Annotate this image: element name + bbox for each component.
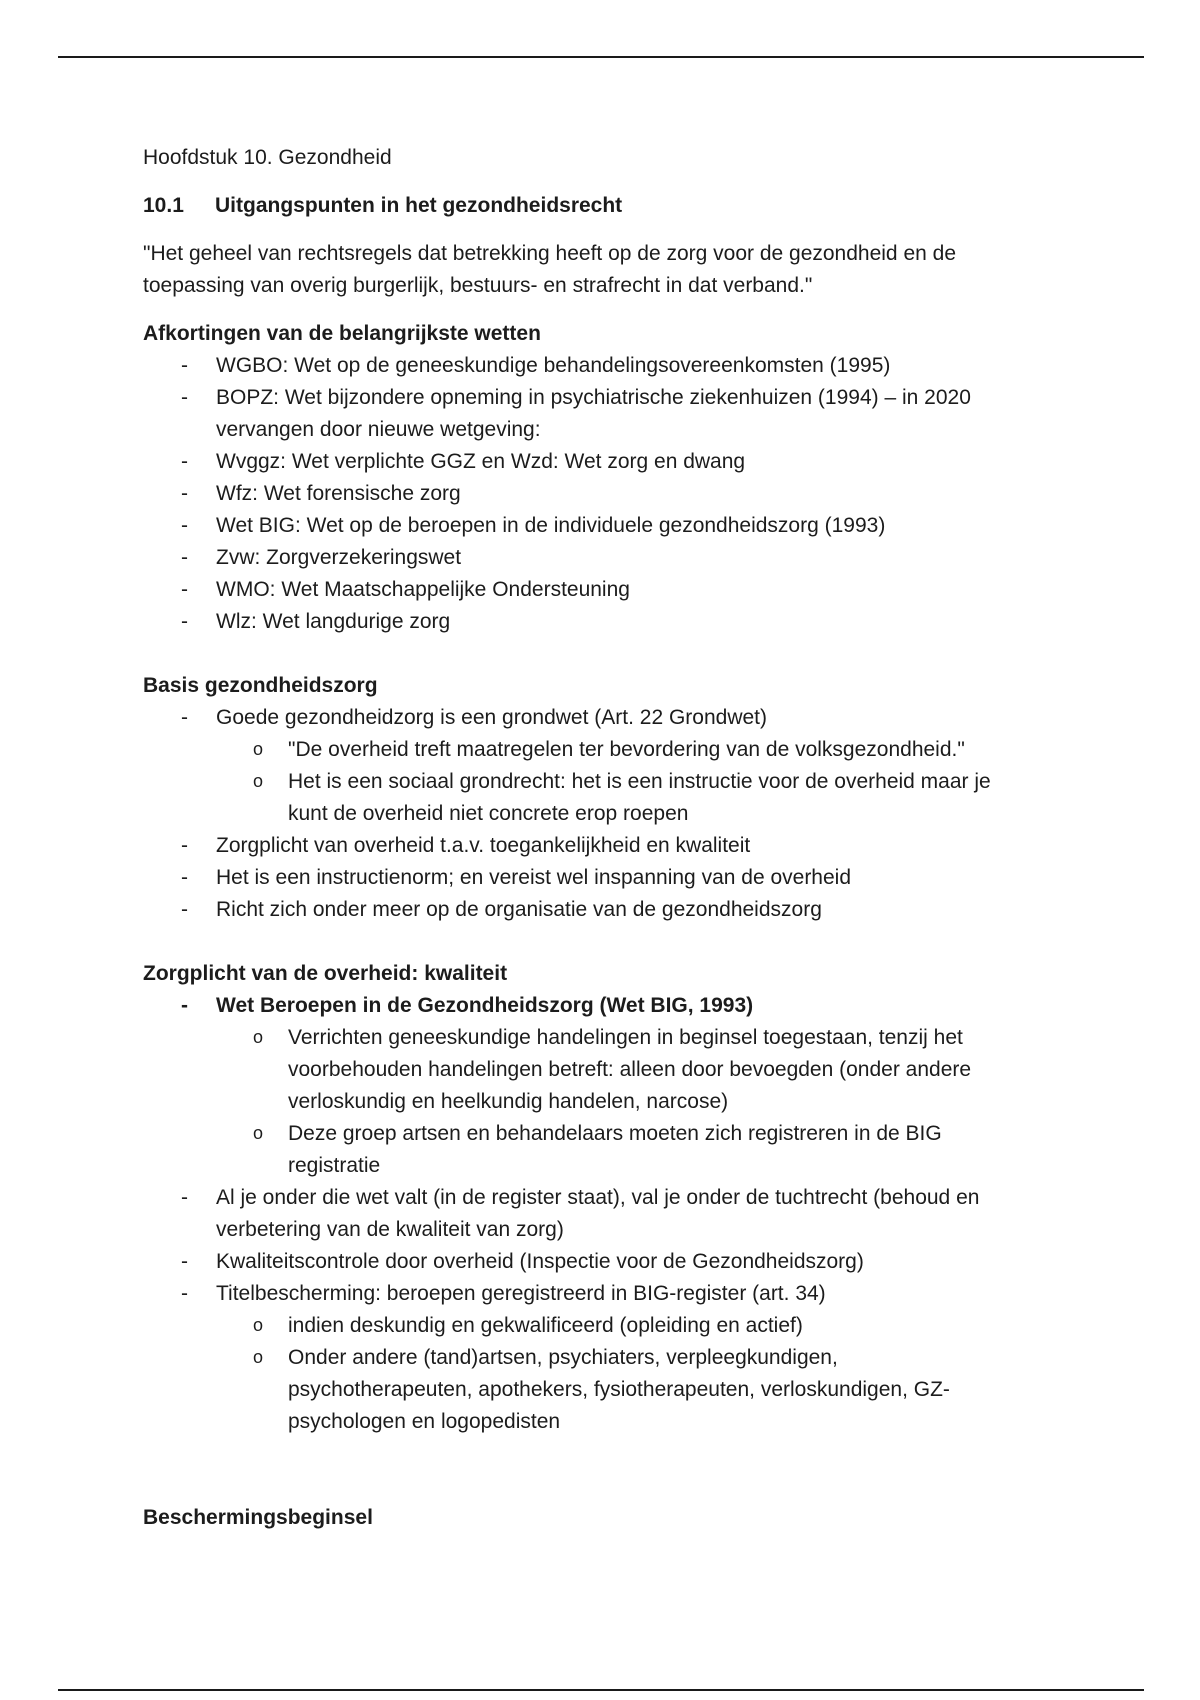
abbreviations-heading: Afkortingen van de belangrijkste wetten [143, 322, 541, 345]
list-item: - Kwaliteitscontrole door overheid (Inspectie voor de Gezondheidszorg) [143, 1246, 1043, 1278]
definition-quote [143, 238, 1043, 302]
spacer [143, 638, 1043, 670]
sub-list-item: o Deze groep artsen en behandelaars moeten zich registreren in de BIG registratie [143, 1118, 1043, 1182]
dash-bullet-icon: - [181, 386, 188, 409]
list-item: - Wvggz: Wet verplichte GGZ en Wzd: Wet zorg en dwang [143, 446, 1043, 478]
chapter-title: Hoofdstuk 10. Gezondheid [143, 146, 392, 169]
list-item: - Wet Beroepen in de Gezondheidszorg (Wet BIG, 1993) [143, 990, 1043, 1022]
page-top-rule [58, 56, 1144, 58]
document-page [143, 142, 1043, 1534]
list-item: - Goede gezondheidzorg is een grondwet (Art. 22 Grondwet) [143, 702, 1043, 734]
abbreviations-list [143, 350, 1043, 638]
circle-bullet-icon: o [253, 739, 264, 759]
section-heading [143, 190, 1043, 222]
circle-bullet-icon: o [253, 1027, 264, 1047]
list-item: - Richt zich onder meer op de organisatie van de gezondheidszorg [143, 894, 1043, 926]
list-item: - Zorgplicht van overheid t.a.v. toegankelijkheid en kwaliteit [143, 830, 1043, 862]
dash-bullet-icon: - [181, 578, 188, 601]
dash-bullet-icon: - [181, 1186, 188, 1209]
page-bottom-rule [58, 1689, 1144, 1691]
list-item: - Het is een instructienorm; en vereist wel inspanning van de overheid [143, 862, 1043, 894]
dash-bullet-icon: - [181, 898, 188, 921]
circle-bullet-icon: o [253, 1315, 264, 1335]
sub-list-item: o indien deskundig en gekwalificeerd (opleiding en actief) [143, 1310, 1043, 1342]
basis-list [143, 702, 1043, 926]
list-item: - Wlz: Wet langdurige zorg [143, 606, 1043, 638]
quality-list [143, 990, 1043, 1438]
dash-bullet-icon: - [181, 994, 188, 1017]
basis-heading: Basis gezondheidszorg [143, 674, 378, 697]
sub-list-item: o "De overheid treft maatregelen ter bevordering van de volksgezondheid." [143, 734, 1043, 766]
list-item: - Zvw: Zorgverzekeringswet [143, 542, 1043, 574]
list-item: - Wfz: Wet forensische zorg [143, 478, 1043, 510]
sub-list-item: o Verrichten geneeskundige handelingen in beginsel toegestaan, tenzij het voorbehouden handelingen betreft: alleen door bevoegden (onder andere verloskundig en heelkundig handelen, narcose) [143, 1022, 1043, 1118]
protection-heading: Beschermingsbeginsel [143, 1506, 373, 1529]
list-item: - Titelbescherming: beroepen geregistreerd in BIG-register (art. 34) [143, 1278, 1043, 1310]
dash-bullet-icon: - [181, 1282, 188, 1305]
dash-bullet-icon: - [181, 706, 188, 729]
dash-bullet-icon: - [181, 866, 188, 889]
circle-bullet-icon: o [253, 1347, 264, 1367]
circle-bullet-icon: o [253, 1123, 264, 1143]
definition-line: toepassing van overig burgerlijk, bestuurs- en strafrecht in dat verband." [143, 274, 813, 297]
list-item: - Wet BIG: Wet op de beroepen in de individuele gezondheidszorg (1993) [143, 510, 1043, 542]
dash-bullet-icon: - [181, 834, 188, 857]
dash-bullet-icon: - [181, 482, 188, 505]
dash-bullet-icon: - [181, 354, 188, 377]
list-item: - WGBO: Wet op de geneeskundige behandelingsovereenkomsten (1995) [143, 350, 1043, 382]
circle-bullet-icon: o [253, 771, 264, 791]
dash-bullet-icon: - [181, 450, 188, 473]
dash-bullet-icon: - [181, 546, 188, 569]
dash-bullet-icon: - [181, 514, 188, 537]
section-number: 10.1 [143, 194, 184, 217]
list-item: - Al je onder die wet valt (in de register staat), val je onder de tuchtrecht (behoud en verbetering van de kwaliteit van zorg) [143, 1182, 1043, 1246]
sub-list-item: o Het is een sociaal grondrecht: het is een instructie voor de overheid maar je kunt de overheid niet concrete erop roepen [143, 766, 1043, 830]
section-title: Uitgangspunten in het gezondheidsrecht [215, 194, 623, 217]
dash-bullet-icon: - [181, 1250, 188, 1273]
spacer [143, 1438, 1043, 1502]
definition-line: "Het geheel van rechtsregels dat betrekking heeft op de zorg voor de gezondheid en de [143, 242, 957, 265]
list-item: - WMO: Wet Maatschappelijke Ondersteuning [143, 574, 1043, 606]
quality-heading: Zorgplicht van de overheid: kwaliteit [143, 962, 508, 985]
spacer [143, 926, 1043, 958]
dash-bullet-icon: - [181, 610, 188, 633]
sub-list-item: o Onder andere (tand)artsen, psychiaters, verpleegkundigen, psychotherapeuten, apothekers, fysiotherapeuten, verloskundigen, GZ- psychologen en logopedisten [143, 1342, 1043, 1438]
list-item: - BOPZ: Wet bijzondere opneming in psychiatrische ziekenhuizen (1994) – in 2020 vervangen door nieuwe wetgeving: [143, 382, 1043, 446]
